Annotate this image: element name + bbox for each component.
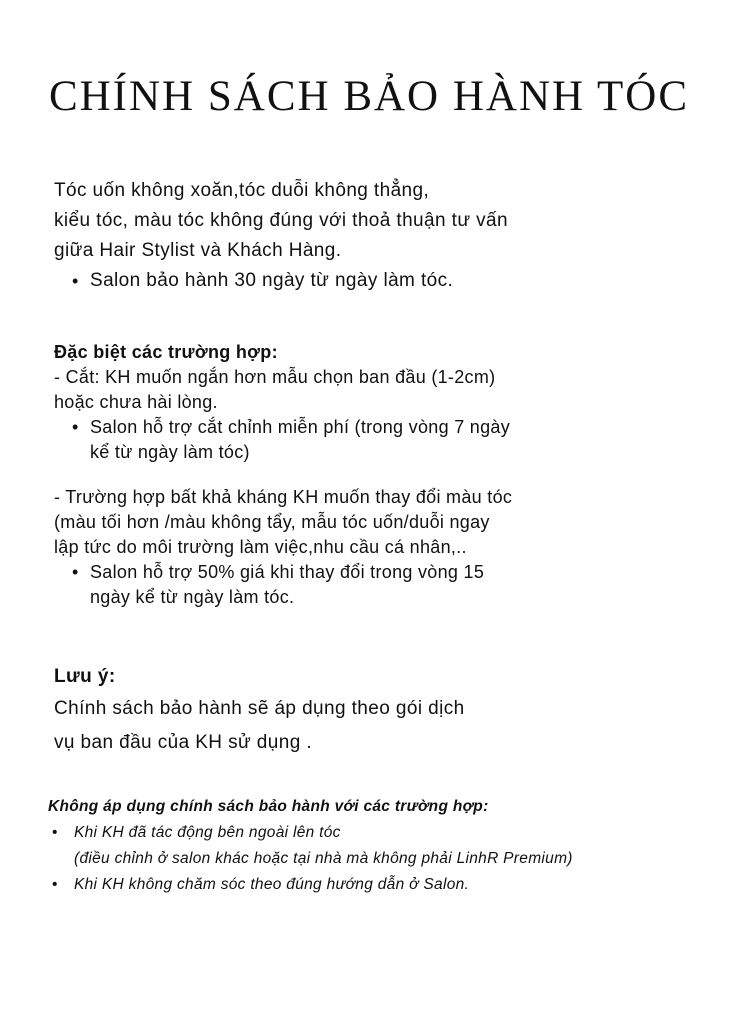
cut-line: hoặc chưa hài lòng. [54,392,218,412]
exclusions-heading: Không áp dụng chính sách bảo hành với các trường hợp: [48,798,489,815]
force-line: - Trường hợp bất khả kháng KH muốn thay đổi màu tóc [54,487,513,507]
force-bullet [54,560,512,585]
force-line: lập tức do môi trường làm việc,nhu cầu cá nhân,.. [54,537,467,557]
force-bullet-text: Salon hỗ trợ 50% giá khi thay đổi trong vòng 15 [90,562,485,582]
bullet-dot-icon: • [72,271,79,291]
intro-bullet [54,266,508,296]
cut-bullet-continued: kể từ ngày làm tóc) [90,442,250,462]
note-line: Chính sách bảo hành sẽ áp dụng theo gói dịch [54,698,465,719]
bullet-dot-icon: • [72,417,79,437]
force-line: (màu tối hơn /màu không tẩy, mẫu tóc uốn/duỗi ngay [54,512,490,532]
special-section [54,340,510,465]
note-section [54,662,465,760]
exclusion-item [48,872,573,898]
bullet-dot-icon: • [52,824,58,841]
intro-line: giữa Hair Stylist và Khách Hàng. [54,240,342,261]
exclusion-item [48,820,573,846]
note-heading: Lưu ý: [54,666,116,687]
special-heading: Đặc biệt các trường hợp: [54,342,278,362]
exclusion-item-sub: (điều chỉnh ở salon khác hoặc tại nhà mà không phải LinhR Premium) [74,850,573,867]
intro-section [54,176,508,296]
bullet-dot-icon: • [52,876,58,893]
force-bullet-continued: ngày kể từ ngày làm tóc. [90,587,295,607]
cut-line: - Cắt: KH muốn ngắn hơn mẫu chọn ban đầu (1-2cm) [54,367,496,387]
intro-bullet-text: Salon bảo hành 30 ngày từ ngày làm tóc. [90,270,454,291]
bullet-dot-icon: • [72,562,79,582]
exclusions-section [48,794,573,898]
intro-line: Tóc uốn không xoăn,tóc duỗi không thẳng, [54,180,430,201]
intro-line: kiểu tóc, màu tóc không đúng với thoả thuận tư vấn [54,210,508,231]
cut-bullet-text: Salon hỗ trợ cắt chỉnh miễn phí (trong vòng 7 ngày [90,417,511,437]
exclusion-item-text: Khi KH không chăm sóc theo đúng hướng dẫn ở Salon. [74,876,470,893]
note-line: vụ ban đầu của KH sử dụng . [54,732,313,753]
exclusion-item-text: Khi KH đã tác động bên ngoài lên tóc [74,824,341,841]
force-majeure-section [54,485,512,610]
cut-bullet [54,415,510,440]
page-title: CHÍNH SÁCH BẢO HÀNH TÓC [48,73,690,120]
